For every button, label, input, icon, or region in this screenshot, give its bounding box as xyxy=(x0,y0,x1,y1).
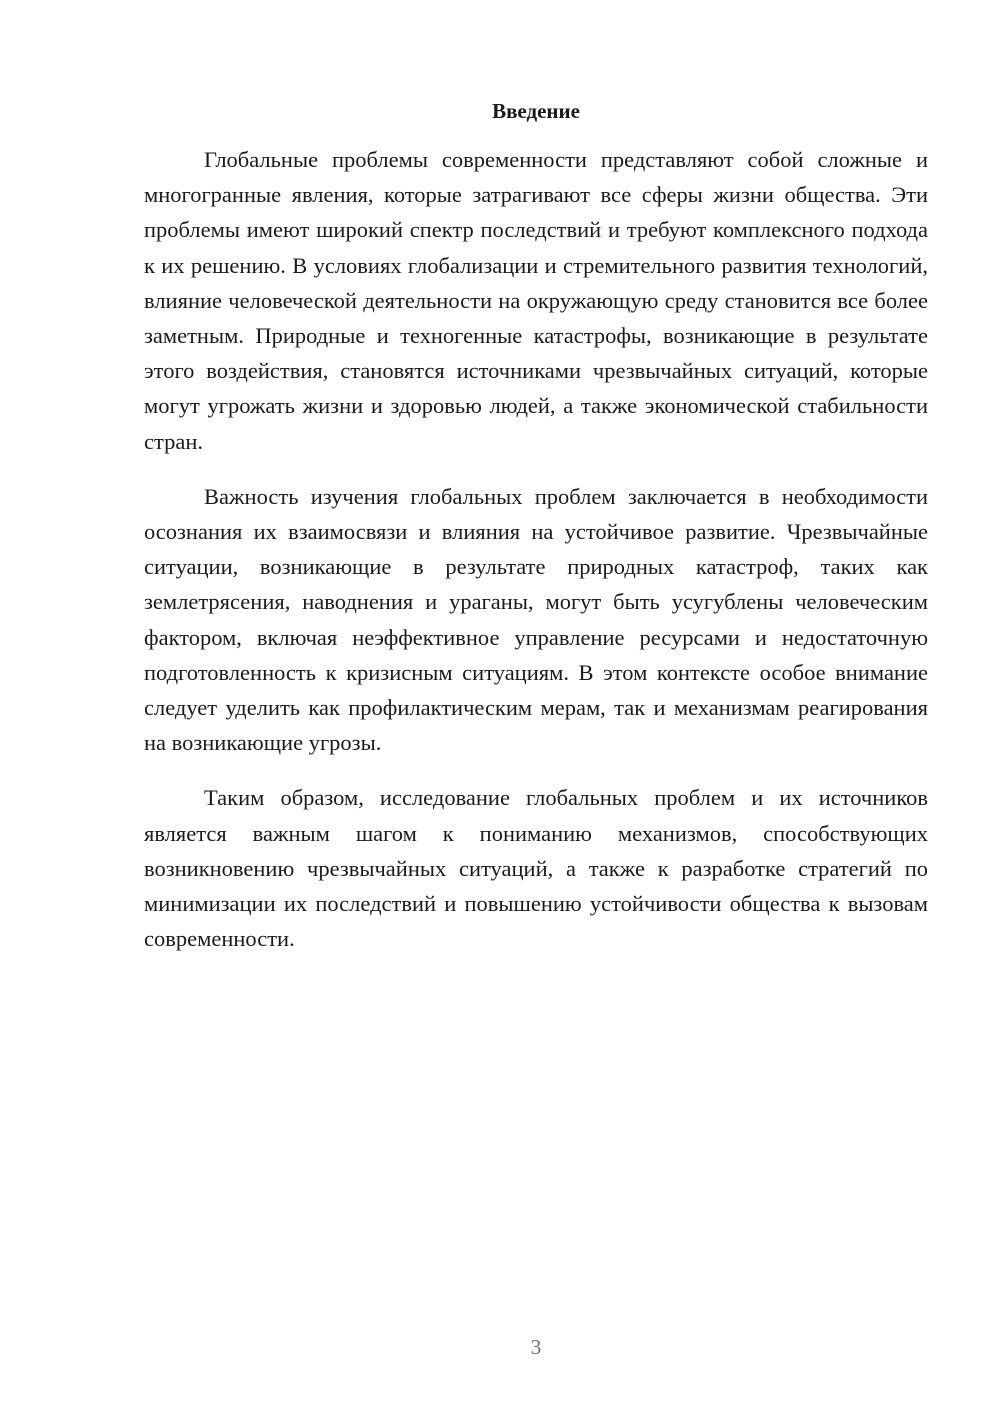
body-text xyxy=(144,142,928,976)
page-number: 3 xyxy=(530,1335,542,1359)
section-heading: Введение xyxy=(492,99,580,123)
paragraph-2: Важность изучения глобальных проблем заключается в необходимости осознания их взаимосвязи и влияния на устойчивое развитие. Чрезвычайные ситуации, возникающие в результате природных катастроф, таких как землетрясения, наводнения и ураганы, могут быть усугублены человеческим фактором, включая неэффективное управление ресурсами и недостаточную подготовленность к кризисным ситуациям. В этом контексте особое внимание следует уделить как профилактическим мерам, так и механизмам реагирования на возникающие угрозы. xyxy=(144,483,928,756)
paragraph-1: Глобальные проблемы современности представляют собой сложные и многогранные явления, которые затрагивают все сферы жизни общества. Эти проблемы имеют широкий спектр последствий и требуют комплексного подхода к их решению. В условиях глобализации и стремительного развития технологий, влияние человеческой деятельности на окружающую среду становится все более заметным. Природные и техногенные катастрофы, возникающие в результате этого воздействия, становятся источниками чрезвычайных ситуаций, которые могут угрожать жизни и здоровью людей, а также экономической стабильности стран. xyxy=(144,147,928,454)
paragraph-3: Таким образом, исследование глобальных проблем и их источников является важным шагом к пониманию механизмов, способствующих возникновению чрезвычайных ситуаций, а также к разработке стратегий по минимизации их последствий и повышению устойчивости общества к вызовам современности. xyxy=(144,785,928,952)
